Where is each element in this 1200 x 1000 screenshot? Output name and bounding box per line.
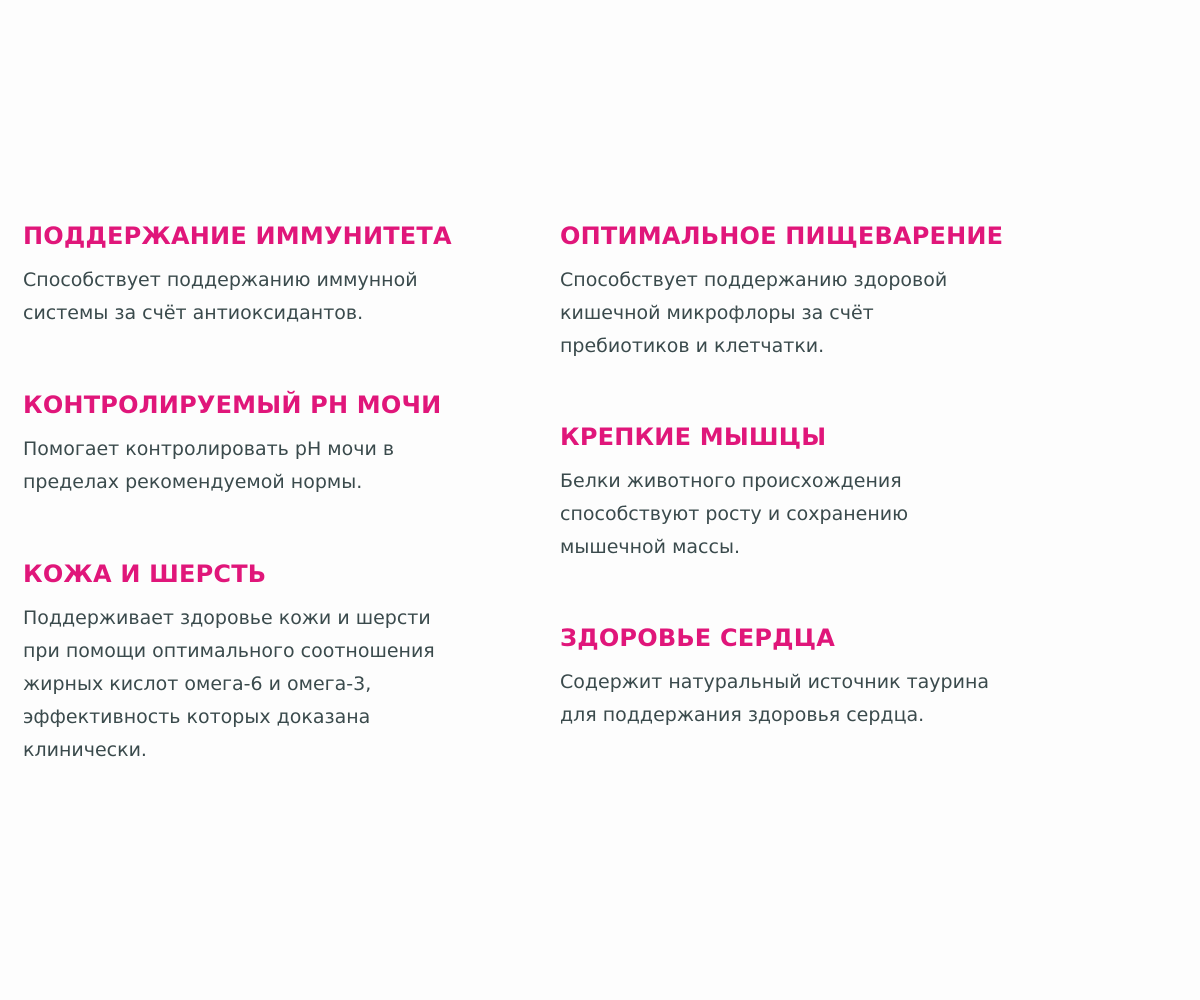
feature-skin-coat	[23, 558, 523, 767]
feature-title: КРЕПКИЕ МЫШЦЫ	[560, 423, 827, 451]
feature-description: Способствует поддержанию иммунной системы за счёт антиоксидантов.	[23, 269, 418, 324]
feature-heart-health	[560, 622, 1060, 732]
feature-muscles	[560, 421, 1060, 564]
feature-description: Способствует поддержанию здоровой кишечной микрофлоры за счёт пребиотиков и клетчатки.	[560, 269, 948, 357]
feature-title: ПОДДЕРЖАНИЕ ИММУНИТЕТА	[23, 222, 452, 250]
feature-description: Поддерживает здоровье кожи и шерсти при помощи оптимального соотношения жирных кислот омега-6 и омега-3, эффективность которых доказана клинически.	[23, 607, 435, 761]
feature-description: Помогает контролировать pH мочи в пределах рекомендуемой нормы.	[23, 438, 395, 493]
feature-title: ЗДОРОВЬЕ СЕРДЦА	[560, 624, 835, 652]
feature-immunity	[23, 220, 523, 330]
feature-digestion	[560, 220, 1060, 363]
feature-description: Содержит натуральный источник таурина для поддержания здоровья сердца.	[560, 671, 990, 726]
feature-title: КОНТРОЛИРУЕМЫЙ PH МОЧИ	[23, 391, 442, 419]
feature-title: КОЖА И ШЕРСТЬ	[23, 560, 267, 588]
feature-title: ОПТИМАЛЬНОЕ ПИЩЕВАРЕНИЕ	[560, 222, 1004, 250]
feature-urine-ph	[23, 389, 523, 499]
feature-description: Белки животного происхождения способствуют росту и сохранению мышечной массы.	[560, 470, 909, 558]
